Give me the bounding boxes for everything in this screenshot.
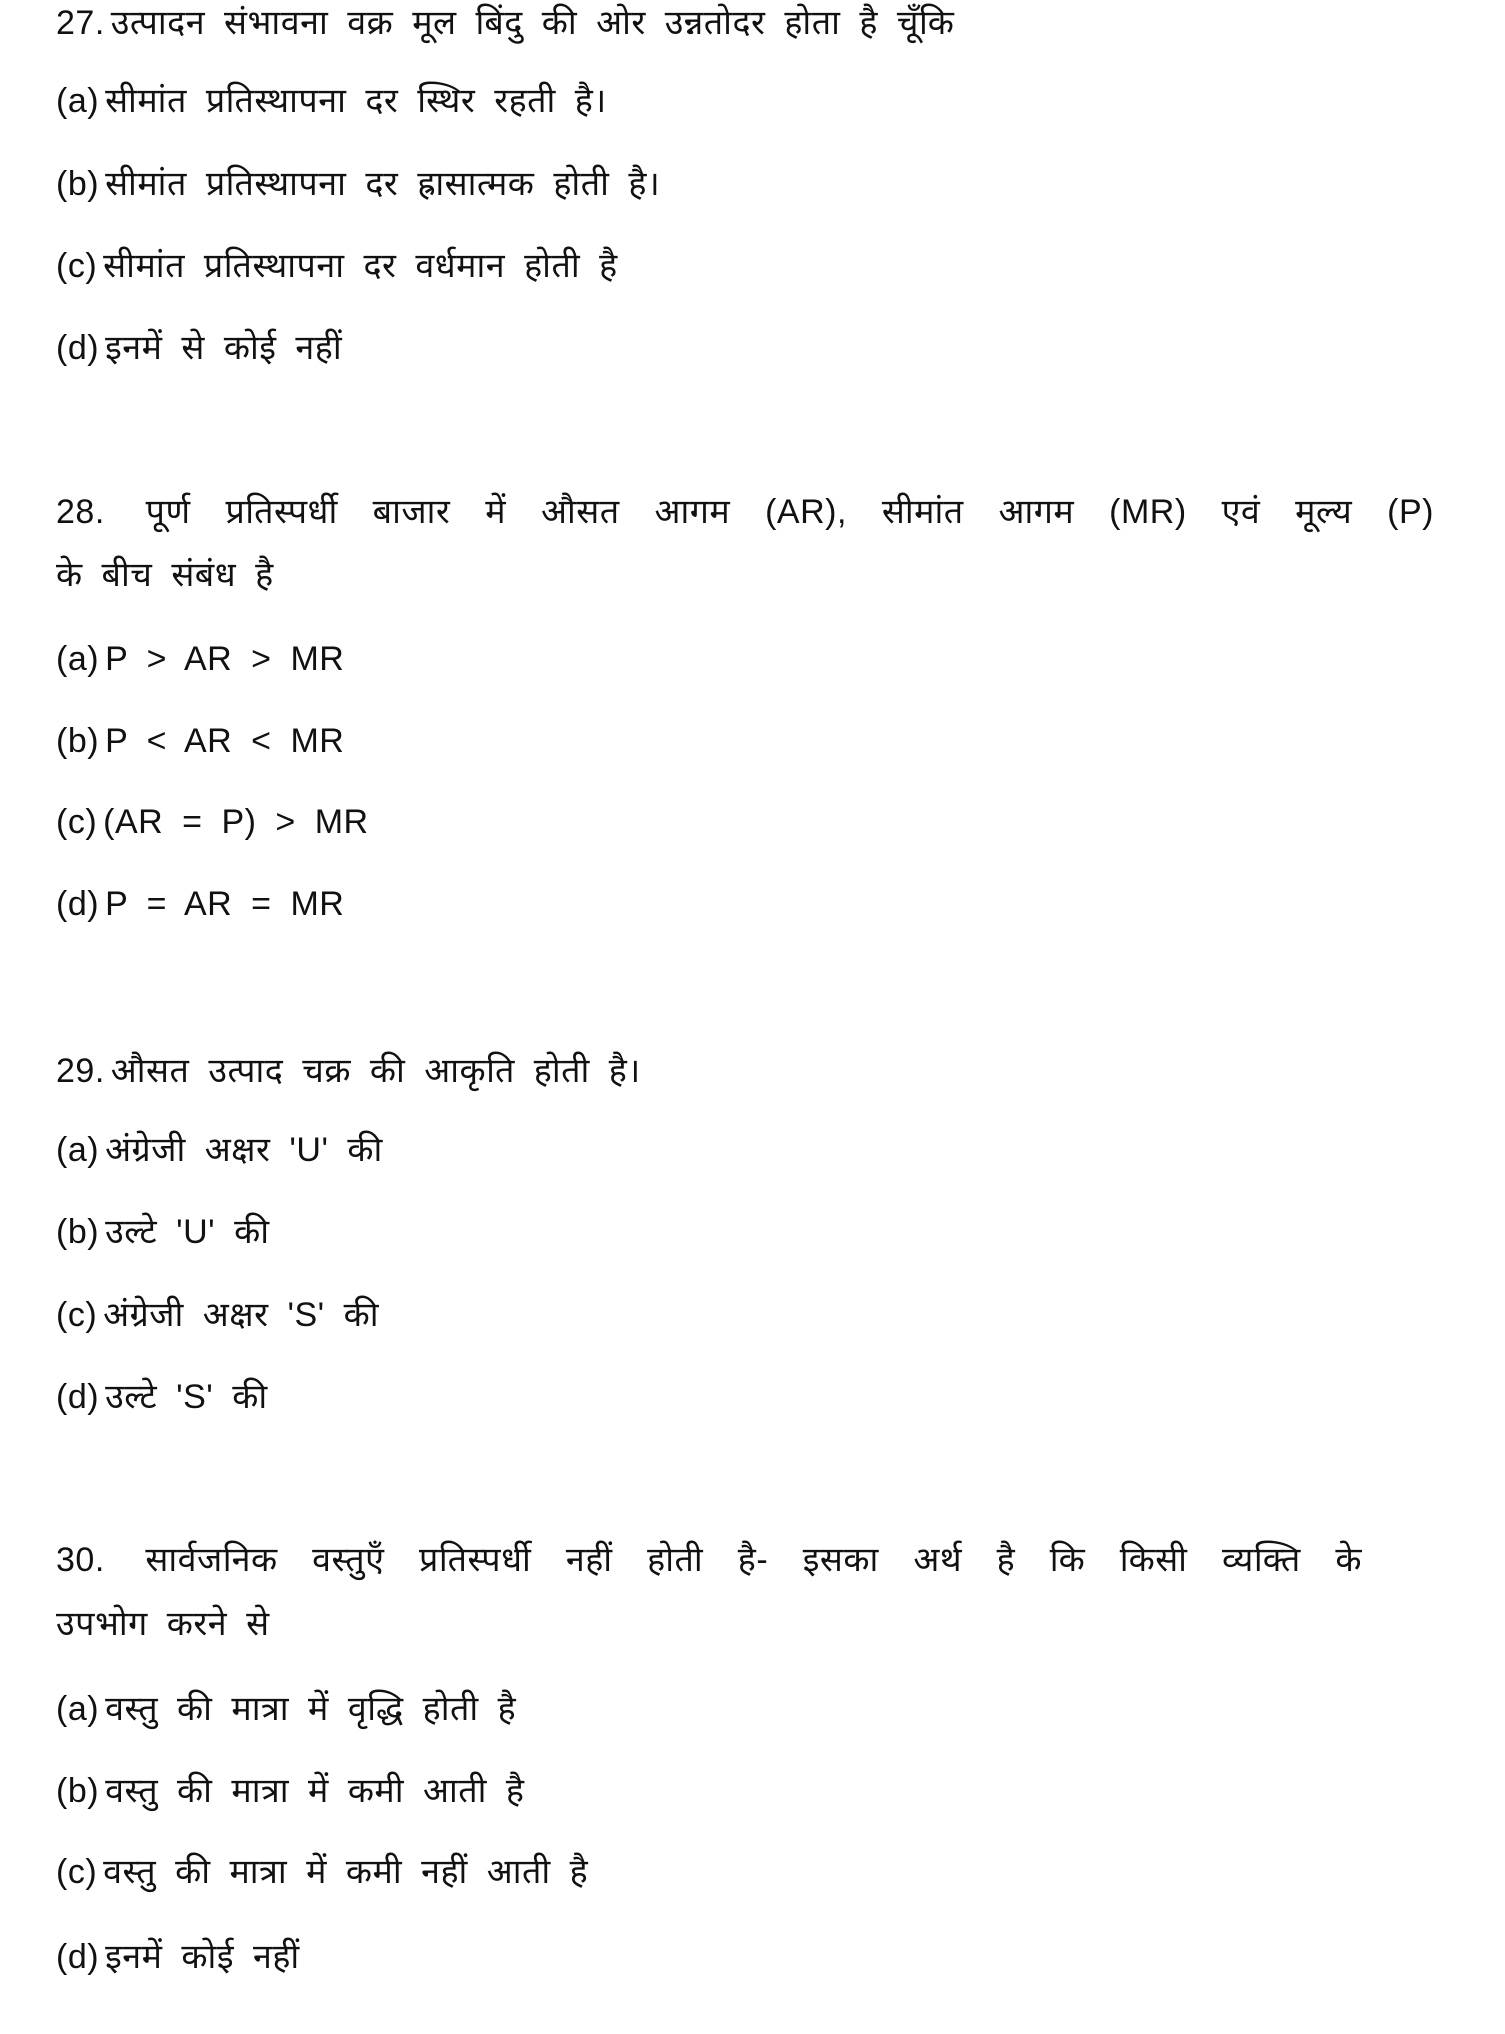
option-text: सीमांत प्रतिस्थापना दर वर्धमान होती है <box>103 247 618 285</box>
option-text: (AR = P) > MR <box>103 803 369 841</box>
option-text: सीमांत प्रतिस्थापना दर स्थिर रहती है। <box>105 82 607 120</box>
option-text: इनमें कोई नहीं <box>105 1938 300 1976</box>
option-label: (d) <box>56 885 100 923</box>
option-c <box>56 245 618 287</box>
option-label: (c) <box>56 247 98 285</box>
option-b <box>56 720 344 762</box>
question-text <box>56 1539 1362 1581</box>
question-text-line: उत्पादन संभावना वक्र मूल बिंदु की ओर उन्नतोदर होता है चूँकि <box>110 4 955 42</box>
question-text-line: औसत उत्पाद चक्र की आकृति होती है। <box>110 1052 641 1090</box>
option-label: (d) <box>56 1938 100 1976</box>
option-a <box>56 80 607 122</box>
option-c <box>56 1294 379 1336</box>
option-d <box>56 883 344 925</box>
option-text: उल्टे 'U' की <box>105 1213 270 1251</box>
question-text <box>56 491 1434 533</box>
option-b <box>56 163 660 205</box>
option-text: सीमांत प्रतिस्थापना दर ह्रासात्मक होती है। <box>105 165 661 203</box>
option-label: (c) <box>56 803 98 841</box>
question-text <box>56 1050 641 1092</box>
option-label: (b) <box>56 1772 100 1810</box>
option-a <box>56 1129 383 1171</box>
question-number: 28. <box>56 493 105 531</box>
question-number: 29. <box>56 1052 105 1090</box>
option-c <box>56 1851 588 1893</box>
question-text-continued: के बीच संबंध है <box>56 556 274 594</box>
option-b <box>56 1770 524 1812</box>
question-number: 30. <box>56 1541 105 1579</box>
option-label: (d) <box>56 1378 100 1416</box>
option-b <box>56 1211 270 1253</box>
question-text-line: पूर्ण प्रतिस्पर्धी बाजार में औसत आगम (AR), सीमांत आगम (MR) एवं मूल्य (P) <box>145 493 1434 531</box>
option-label: (b) <box>56 722 100 760</box>
option-label: (a) <box>56 82 100 120</box>
option-label: (a) <box>56 1131 100 1169</box>
option-text: उल्टे 'S' की <box>105 1378 268 1416</box>
option-text: वस्तु की मात्रा में कमी नहीं आती है <box>103 1853 589 1891</box>
option-text: P = AR = MR <box>105 885 345 923</box>
option-text: P < AR < MR <box>105 722 345 760</box>
option-text: अंग्रेजी अक्षर 'U' की <box>105 1131 383 1169</box>
question-text-continued: उपभोग करने से <box>56 1605 270 1643</box>
question-number: 27. <box>56 4 105 42</box>
option-text: P > AR > MR <box>105 640 345 678</box>
option-text: अंग्रेजी अक्षर 'S' की <box>103 1296 380 1334</box>
question-text <box>56 2 954 44</box>
option-label: (a) <box>56 1690 100 1728</box>
option-label: (b) <box>56 1213 100 1251</box>
option-d <box>56 1936 300 1978</box>
option-a <box>56 638 344 680</box>
option-text: वस्तु की मात्रा में कमी आती है <box>105 1772 525 1810</box>
option-label: (d) <box>56 329 100 367</box>
question-text-line: सार्वजनिक वस्तुएँ प्रतिस्पर्धी नहीं होती है- इसका अर्थ है कि किसी व्यक्ति के <box>145 1541 1362 1579</box>
option-text: वस्तु की मात्रा में वृद्धि होती है <box>105 1690 517 1728</box>
option-text: इनमें से कोई नहीं <box>105 329 343 367</box>
option-label: (c) <box>56 1853 98 1891</box>
option-label: (a) <box>56 640 100 678</box>
option-label: (c) <box>56 1296 98 1334</box>
option-d <box>56 327 342 369</box>
option-d <box>56 1376 268 1418</box>
option-label: (b) <box>56 165 100 203</box>
option-a <box>56 1688 516 1730</box>
option-c <box>56 801 369 843</box>
